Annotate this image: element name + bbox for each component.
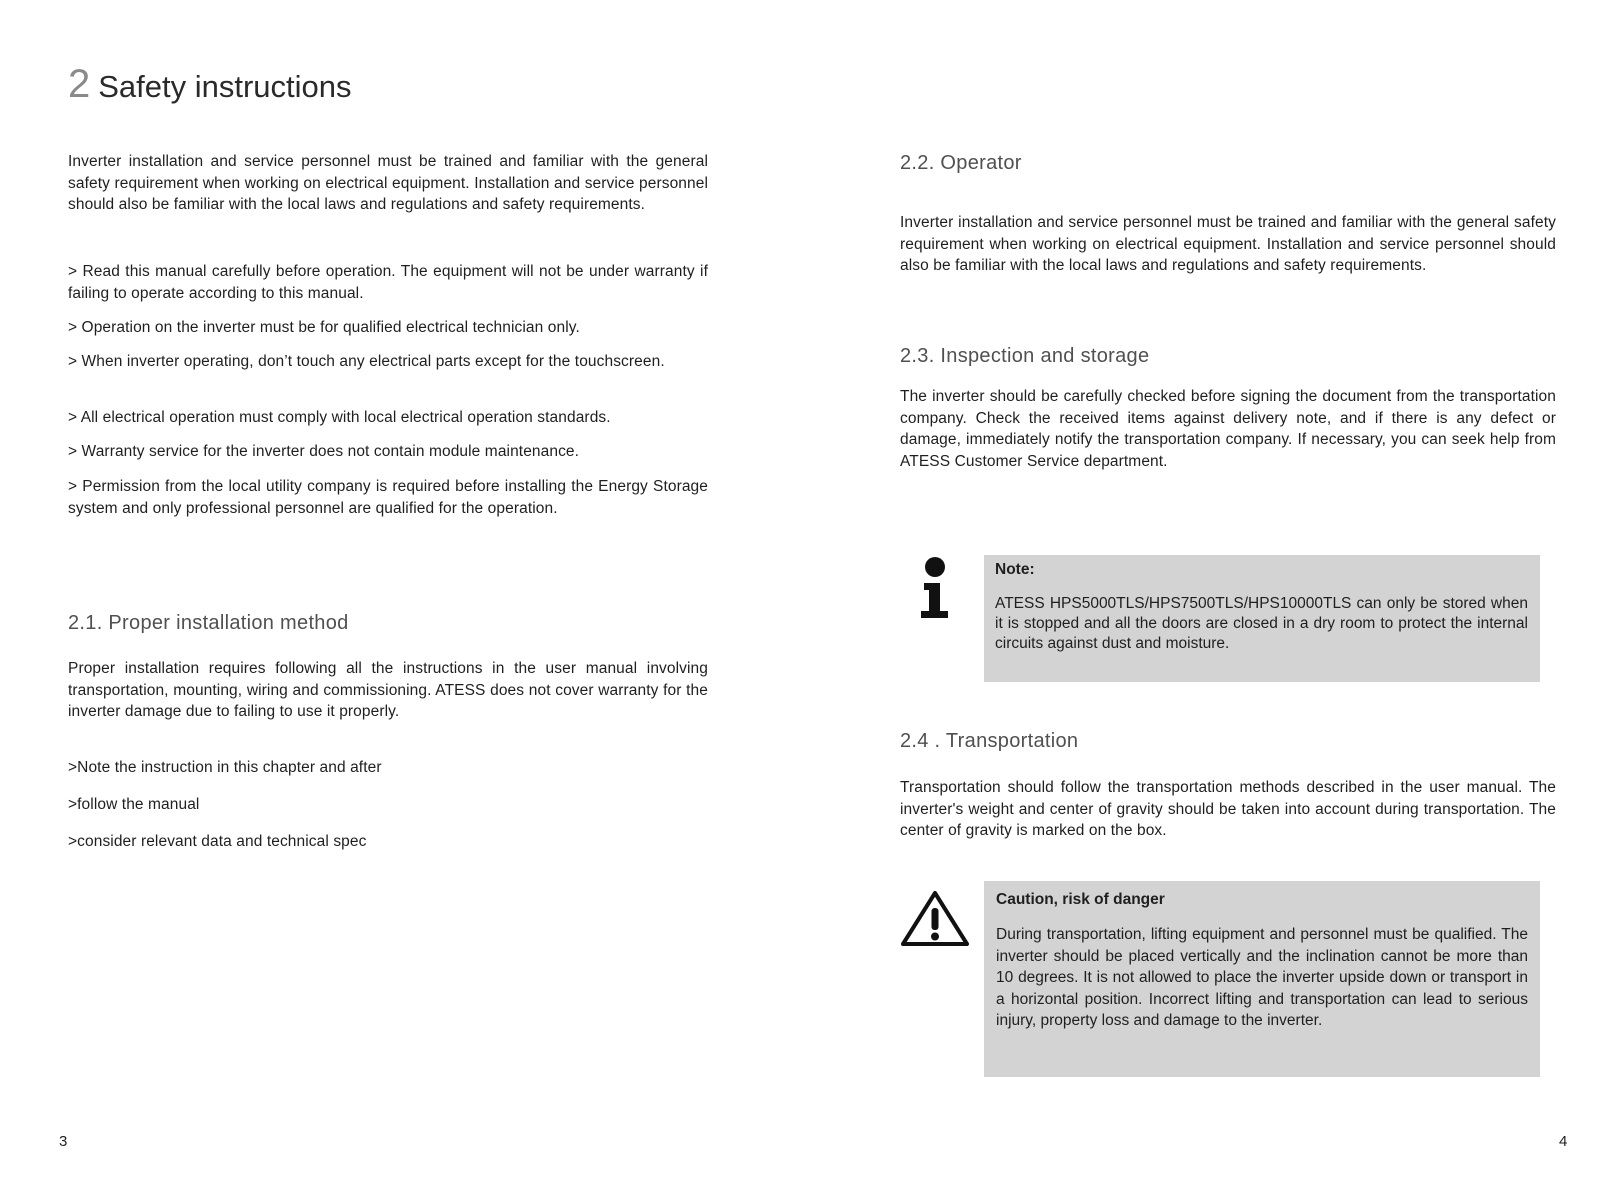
bullet-item-5: > Warranty service for the inverter does not contain module maintenance. bbox=[68, 443, 580, 460]
note-text: ATESS HPS5000TLS/HPS7500TLS/HPS10000TLS can only be stored when it is stopped and all the doors are closed in a dry room to protect the internal circuits against dust and moisture. bbox=[995, 595, 1528, 652]
section-2-3-paragraph: The inverter should be carefully checked before signing the document from the transportation company. Check the received items against delivery note, and if there is any defect or damage, immediately notify the transportation company. If necessary, you can seek help from ATESS Customer Service department. bbox=[900, 388, 1556, 470]
section-2-4-paragraph: Transportation should follow the transportation methods described in the user manual. The inverter's weight and center of gravity should be taken into account during transportation. The center of gravity is marked on the box. bbox=[900, 779, 1556, 839]
info-icon bbox=[918, 555, 952, 619]
section-2-1-paragraph: Proper installation requires following all the instructions in the user manual involving transportation, mounting, wiring and commissioning. ATESS does not cover warranty for the inverter damage due to failing to use it properly. bbox=[68, 660, 708, 720]
page-number-right: 4 bbox=[1559, 1133, 1568, 1150]
note-box bbox=[984, 555, 1540, 682]
note-title: Note: bbox=[995, 561, 1035, 578]
right-page bbox=[900, 0, 1556, 1191]
section-2-2-paragraph: Inverter installation and service personnel must be trained and familiar with the general safety requirement when working on electrical equipment. Installation and service personnel should also be familiar with the local laws and regulations and safety requirements. bbox=[900, 214, 1556, 274]
install-item-2: >follow the manual bbox=[68, 796, 200, 813]
caution-title: Caution, risk of danger bbox=[996, 891, 1165, 908]
section-2-1-title: 2.1. Proper installation method bbox=[68, 612, 349, 634]
bullet-item-6: > Permission from the local utility company is required before installing the Energy Storage system and only professional personnel are qualified for the operation. bbox=[68, 478, 708, 517]
bullet-item-4: > All electrical operation must comply with local electrical operation standards. bbox=[68, 409, 611, 426]
bullet-item-1: > Read this manual carefully before operation. The equipment will not be under warranty if failing to operate according to this manual. bbox=[68, 263, 708, 302]
chapter-title bbox=[68, 62, 352, 107]
chapter-number: 2 bbox=[68, 62, 91, 106]
bullet-item-3: > When inverter operating, don’t touch any electrical parts except for the touchscreen. bbox=[68, 353, 665, 370]
section-2-3-title: 2.3. Inspection and storage bbox=[900, 345, 1150, 367]
intro-paragraph: Inverter installation and service personnel must be trained and familiar with the general safety requirement when working on electrical equipment. Installation and service personnel should also be familiar with the local laws and regulations and safety requirements. bbox=[68, 153, 708, 213]
install-item-1: >Note the instruction in this chapter and after bbox=[68, 759, 382, 776]
section-2-4-title: 2.4 . Transportation bbox=[900, 730, 1079, 752]
install-item-3: >consider relevant data and technical spec bbox=[68, 833, 367, 850]
section-2-2-title: 2.2. Operator bbox=[900, 152, 1022, 174]
warning-triangle-icon bbox=[900, 889, 970, 947]
left-page bbox=[68, 0, 708, 1191]
page-number-left: 3 bbox=[59, 1133, 68, 1150]
chapter-title-text: Safety instructions bbox=[98, 69, 352, 104]
bullet-item-2: > Operation on the inverter must be for qualified electrical technician only. bbox=[68, 319, 580, 336]
caution-text: During transportation, lifting equipment and personnel must be qualified. The inverter should be placed vertically and the inclination cannot be more than 10 degrees. It is not allowed to place the inverter upside down or transport in a horizontal position. Incorrect lifting and transportation can lead to serious injury, property loss and damage to the inverter. bbox=[996, 926, 1528, 1029]
caution-box bbox=[984, 881, 1540, 1077]
